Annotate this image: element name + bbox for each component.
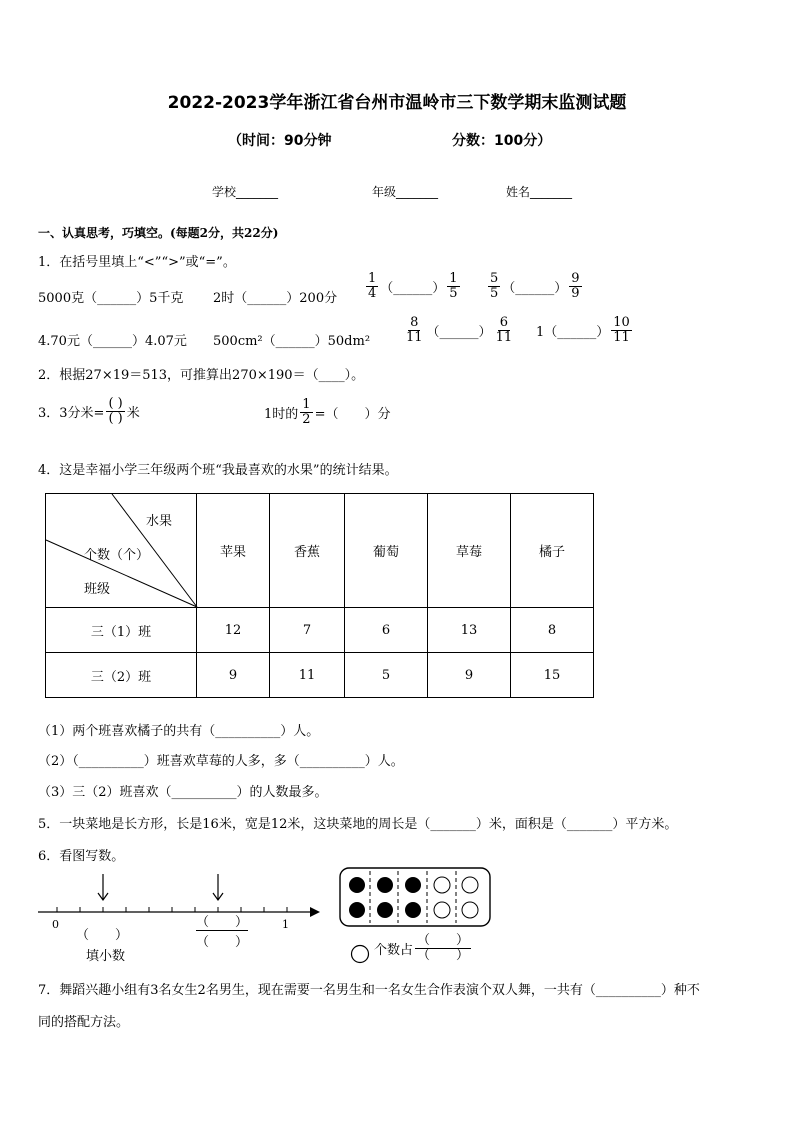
q7-line2: 同的搭配方法。 xyxy=(38,1015,130,1030)
table-row xyxy=(46,653,594,698)
q5-text: 5．一块菜地是长方形，长是16米，宽是12米，这块菜地的周长是（_______）米，面积是（_______）平方米。 xyxy=(38,817,678,832)
table-cell: 7 xyxy=(270,608,345,653)
q1-item-b2: 500cm²（______）50dm² xyxy=(213,334,371,349)
fraction-blank: （ ） （ ） xyxy=(196,911,248,950)
header-strawberry: 草莓 xyxy=(428,494,511,608)
number-line-zero: 0 xyxy=(52,918,59,931)
table-cell: 13 xyxy=(428,608,511,653)
header-apple: 苹果 xyxy=(197,494,270,608)
corner-label-count: 个数（个） xyxy=(84,548,150,563)
table-cell: 9 xyxy=(428,653,511,698)
table-cell: 5 xyxy=(345,653,428,698)
table-cell: 6 xyxy=(345,608,428,653)
exam-time: （时间：90分钟 xyxy=(228,133,332,149)
q3-right: 1时的 $\frac{1}{2}$ =（ ）分 xyxy=(264,397,391,427)
row-label: 三（1）班 xyxy=(46,608,197,653)
number-line-one: 1 xyxy=(282,918,289,931)
corner-label-fruit: 水果 xyxy=(146,514,173,529)
header-orange: 橘子 xyxy=(511,494,594,608)
row-label: 三（2）班 xyxy=(46,653,197,698)
table-cell: 12 xyxy=(197,608,270,653)
hint-text: 填小数 xyxy=(86,949,126,964)
q3-left: 3．3分米= $\frac{( )}{( )}$ 米 xyxy=(38,396,140,426)
q1-item-a2: 4.70元（______）4.07元 xyxy=(38,334,187,349)
school-field: 学校_______ xyxy=(212,185,279,199)
q4-sub3: （3）三（2）班喜欢（__________）的人数最多。 xyxy=(38,785,328,800)
corner-label-class: 班级 xyxy=(84,582,111,597)
table-cell: 9 xyxy=(197,653,270,698)
arrow-down-icon xyxy=(98,874,108,900)
table-corner-cell xyxy=(46,494,197,608)
section-heading: 一、认真思考，巧填空。(每题2分，共22分) xyxy=(38,226,279,240)
open-circle-icon xyxy=(350,944,370,964)
exam-score: 分数：100分） xyxy=(452,133,552,149)
q1-item-a1: 5000克（______）5千克 xyxy=(38,291,184,306)
table-cell: 15 xyxy=(511,653,594,698)
name-field: 姓名_______ xyxy=(506,185,573,199)
header-grape: 葡萄 xyxy=(345,494,428,608)
q1-item-c2: $\frac{8}{11}$ （______） $\frac{6}{11}$ xyxy=(406,315,513,345)
q4-sub1: （1）两个班喜欢橘子的共有（__________）人。 xyxy=(38,724,320,739)
q1-item-d2: 1（______） $\frac{10}{11}$ xyxy=(536,315,630,345)
dots-box xyxy=(339,867,493,929)
arrow-down-icon xyxy=(213,874,223,900)
q4-sub2: （2）（__________）班喜欢草莓的人多，多（__________）人。 xyxy=(38,754,404,769)
q1-prompt: 1．在括号里填上“<”“>”或“=”。 xyxy=(38,255,236,270)
header-banana: 香蕉 xyxy=(270,494,345,608)
q1-item-c1: $\frac{1}{4}$ （______） $\frac{1}{5}$ xyxy=(368,271,458,301)
q2-text: 2．根据27×19＝513，可推算出270×190＝（____）。 xyxy=(38,368,365,383)
table-row xyxy=(46,608,594,653)
q1-item-b1: 2时（______）200分 xyxy=(213,291,338,306)
fruit-table xyxy=(45,493,594,698)
decimal-blank: （ ） xyxy=(76,928,129,943)
number-line xyxy=(36,870,336,910)
table-cell: 11 xyxy=(270,653,345,698)
circle-fraction-caption: 个数占 $\frac{( )}{( )}$ xyxy=(374,933,470,963)
q7-line1: 7．舞蹈兴趣小组有3名女生2名男生，现在需要一名男生和一名女生合作表演个双人舞，一共有（__________）种不 xyxy=(38,983,700,998)
q4-prompt: 4．这是幸福小学三年级两个班“我最喜欢的水果”的统计结果。 xyxy=(38,463,398,478)
q1-item-d1: $\frac{5}{5}$ （______） $\frac{9}{9}$ xyxy=(490,271,580,301)
grade-field: 年级_______ xyxy=(372,185,439,199)
number-line-ticks xyxy=(57,907,287,912)
page-title: 2022-2023学年浙江省台州市温岭市三下数学期末监测试题 xyxy=(167,93,627,113)
table-cell: 8 xyxy=(511,608,594,653)
q6-prompt: 6．看图写数。 xyxy=(38,849,125,864)
